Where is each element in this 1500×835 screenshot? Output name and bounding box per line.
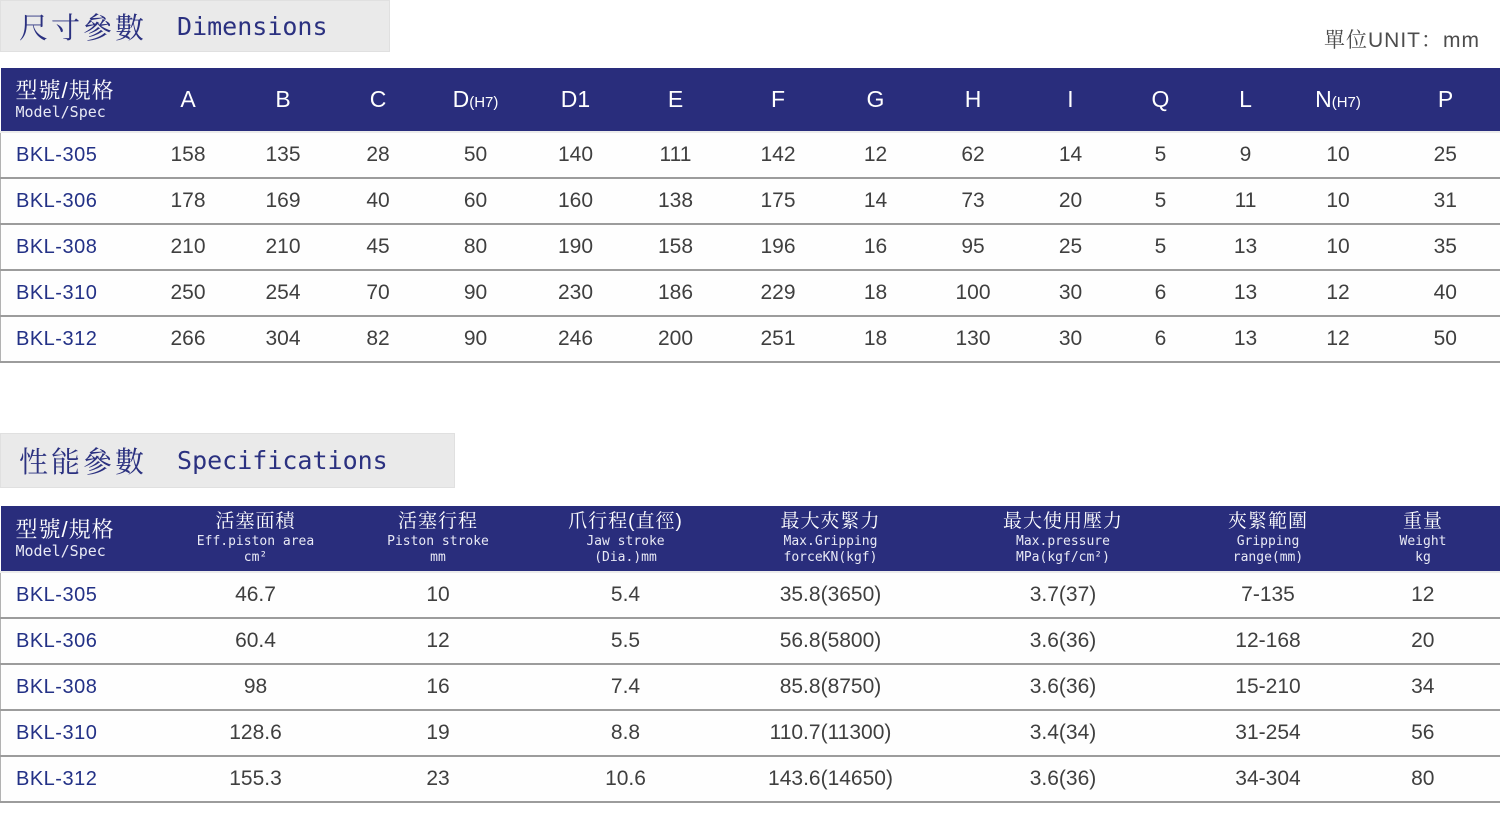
table-row — [1, 618, 1500, 664]
spec-cell: 3.6(36) — [936, 664, 1191, 710]
spec-cell: 23 — [351, 756, 526, 802]
dim-cell: 90 — [426, 270, 526, 316]
dim-cell: 138 — [626, 178, 726, 224]
dim-cell: 200 — [626, 316, 726, 362]
dim-cell: 160 — [526, 178, 626, 224]
dim-cell: 6 — [1116, 270, 1206, 316]
dim-cell: 10 — [1286, 224, 1391, 270]
col-header-d-h7: D(H7) — [426, 68, 526, 132]
col-header-q: Q — [1116, 68, 1206, 132]
model-cell: BKL-310 — [1, 710, 161, 756]
spec-cell: 34 — [1346, 664, 1500, 710]
spec-cell: 10.6 — [526, 756, 726, 802]
dim-cell: 230 — [526, 270, 626, 316]
dim-cell: 45 — [331, 224, 426, 270]
dim-cell: 254 — [236, 270, 331, 316]
dimensions-section-title — [0, 0, 390, 52]
dim-cell: 9 — [1206, 132, 1286, 178]
specifications-table — [0, 506, 1500, 803]
col-header-gripping-range: 夾緊範圍 Gripping range(mm) — [1191, 506, 1346, 572]
col-header-f: F — [726, 68, 831, 132]
dim-cell: 20 — [1026, 178, 1116, 224]
dim-cell: 40 — [1391, 270, 1500, 316]
col-header-a: A — [141, 68, 236, 132]
dim-cell: 80 — [426, 224, 526, 270]
dim-cell: 50 — [1391, 316, 1500, 362]
model-cell: BKL-308 — [1, 664, 161, 710]
spec-cell: 80 — [1346, 756, 1500, 802]
dim-cell: 31 — [1391, 178, 1500, 224]
col-header-piston-area: 活塞面積 Eff.piston area cm² — [161, 506, 351, 572]
col-header-l: L — [1206, 68, 1286, 132]
dim-cell: 158 — [141, 132, 236, 178]
dim-cell: 73 — [921, 178, 1026, 224]
spec-cell: 15-210 — [1191, 664, 1346, 710]
dim-cell: 12 — [831, 132, 921, 178]
model-spec-header-en: Model/Spec — [15, 542, 106, 561]
model-spec-header — [1, 68, 141, 132]
table-row — [1, 664, 1500, 710]
dim-cell: 12 — [1286, 316, 1391, 362]
dim-cell: 16 — [831, 224, 921, 270]
spec-cell: 7.4 — [526, 664, 726, 710]
col-header-n-h7: N(H7) — [1286, 68, 1391, 132]
model-cell: BKL-306 — [1, 178, 141, 224]
spec-cell: 12 — [1346, 572, 1500, 618]
spec-cell: 3.6(36) — [936, 618, 1191, 664]
dim-cell: 11 — [1206, 178, 1286, 224]
spec-cell: 60.4 — [161, 618, 351, 664]
table-row — [1, 224, 1500, 270]
dim-cell: 13 — [1206, 270, 1286, 316]
dim-cell: 25 — [1026, 224, 1116, 270]
dim-cell: 90 — [426, 316, 526, 362]
col-header-piston-stroke: 活塞行程 Piston stroke mm — [351, 506, 526, 572]
spec-cell: 143.6(14650) — [726, 756, 936, 802]
col-header-gripping-force: 最大夾緊力 Max.Gripping forceKN(kgf) — [726, 506, 936, 572]
model-cell: BKL-310 — [1, 270, 141, 316]
specifications-section-title — [0, 433, 455, 488]
dim-cell: 130 — [921, 316, 1026, 362]
dim-cell: 210 — [141, 224, 236, 270]
dim-cell: 12 — [1286, 270, 1391, 316]
spec-cell: 10 — [351, 572, 526, 618]
dim-cell: 135 — [236, 132, 331, 178]
dim-cell: 140 — [526, 132, 626, 178]
dim-cell: 14 — [831, 178, 921, 224]
dim-cell: 25 — [1391, 132, 1500, 178]
dim-cell: 70 — [331, 270, 426, 316]
model-cell: BKL-312 — [1, 756, 161, 802]
spec-cell: 34-304 — [1191, 756, 1346, 802]
dim-cell: 266 — [141, 316, 236, 362]
col-header-weight: 重量 Weight kg — [1346, 506, 1500, 572]
col-header-jaw-stroke: 爪行程(直徑) Jaw stroke (Dia.)mm — [526, 506, 726, 572]
table-row — [1, 710, 1500, 756]
dimensions-title-en: Dimensions — [177, 11, 328, 41]
dim-cell: 14 — [1026, 132, 1116, 178]
specifications-title-en: Specifications — [177, 446, 388, 475]
dim-cell: 10 — [1286, 132, 1391, 178]
dim-cell: 62 — [921, 132, 1026, 178]
spec-cell: 3.6(36) — [936, 756, 1191, 802]
dim-cell: 60 — [426, 178, 526, 224]
dim-cell: 158 — [626, 224, 726, 270]
unit-label: 單位UNIT：mm — [1324, 29, 1480, 52]
dim-cell: 190 — [526, 224, 626, 270]
col-header-h: H — [921, 68, 1026, 132]
col-header-p: P — [1391, 68, 1500, 132]
model-cell: BKL-308 — [1, 224, 141, 270]
spec-cell: 128.6 — [161, 710, 351, 756]
table-row — [1, 178, 1500, 224]
spec-cell: 85.8(8750) — [726, 664, 936, 710]
dim-cell: 196 — [726, 224, 831, 270]
spec-cell: 8.8 — [526, 710, 726, 756]
spec-cell: 35.8(3650) — [726, 572, 936, 618]
table-row — [1, 572, 1500, 618]
col-header-e: E — [626, 68, 726, 132]
dim-cell: 304 — [236, 316, 331, 362]
spec-cell: 3.7(37) — [936, 572, 1191, 618]
spec-cell: 16 — [351, 664, 526, 710]
dim-cell: 251 — [726, 316, 831, 362]
model-spec-header-zh: 型號/規格 — [15, 77, 115, 103]
dim-cell: 169 — [236, 178, 331, 224]
dim-cell: 175 — [726, 178, 831, 224]
col-header-d1: D1 — [526, 68, 626, 132]
spec-cell: 31-254 — [1191, 710, 1346, 756]
dim-cell: 28 — [331, 132, 426, 178]
dim-cell: 95 — [921, 224, 1026, 270]
spec-cell: 46.7 — [161, 572, 351, 618]
dim-cell: 5 — [1116, 132, 1206, 178]
specifications-title-zh: 性能參數 — [19, 447, 148, 479]
model-cell: BKL-306 — [1, 618, 161, 664]
table-row — [1, 132, 1500, 178]
dim-cell: 210 — [236, 224, 331, 270]
model-cell: BKL-312 — [1, 316, 141, 362]
model-cell: BKL-305 — [1, 572, 161, 618]
dim-cell: 50 — [426, 132, 526, 178]
dim-cell: 13 — [1206, 224, 1286, 270]
dim-cell: 111 — [626, 132, 726, 178]
spec-cell: 155.3 — [161, 756, 351, 802]
dim-cell: 6 — [1116, 316, 1206, 362]
dim-cell: 13 — [1206, 316, 1286, 362]
spec-cell: 3.4(34) — [936, 710, 1191, 756]
spec-cell: 5.5 — [526, 618, 726, 664]
spec-cell: 110.7(11300) — [726, 710, 936, 756]
col-header-b: B — [236, 68, 331, 132]
spec-cell: 20 — [1346, 618, 1500, 664]
dim-cell: 178 — [141, 178, 236, 224]
dim-cell: 10 — [1286, 178, 1391, 224]
dim-cell: 40 — [331, 178, 426, 224]
model-cell: BKL-305 — [1, 132, 141, 178]
spec-cell: 12-168 — [1191, 618, 1346, 664]
model-spec-header-en: Model/Spec — [15, 103, 106, 122]
spec-cell: 7-135 — [1191, 572, 1346, 618]
spec-cell: 5.4 — [526, 572, 726, 618]
dimensions-table — [0, 68, 1500, 363]
specifications-header-row — [1, 506, 1500, 572]
table-row — [1, 270, 1500, 316]
dim-cell: 250 — [141, 270, 236, 316]
spec-cell: 98 — [161, 664, 351, 710]
dim-cell: 229 — [726, 270, 831, 316]
col-header-max-pressure: 最大使用壓力 Max.pressure MPa(kgf/cm²) — [936, 506, 1191, 572]
model-spec-header-zh: 型號/規格 — [15, 516, 115, 542]
dim-cell: 30 — [1026, 270, 1116, 316]
dim-cell: 82 — [331, 316, 426, 362]
dim-cell: 30 — [1026, 316, 1116, 362]
dim-cell: 5 — [1116, 224, 1206, 270]
dimensions-header-row — [1, 68, 1500, 132]
dim-cell: 186 — [626, 270, 726, 316]
table-row — [1, 316, 1500, 362]
table-row — [1, 756, 1500, 802]
col-header-i: I — [1026, 68, 1116, 132]
dimensions-title-zh: 尺寸參數 — [19, 12, 148, 45]
spec-cell: 19 — [351, 710, 526, 756]
col-header-g: G — [831, 68, 921, 132]
dim-cell: 5 — [1116, 178, 1206, 224]
spec-cell: 12 — [351, 618, 526, 664]
dim-cell: 246 — [526, 316, 626, 362]
dim-cell: 18 — [831, 316, 921, 362]
spec-cell: 56.8(5800) — [726, 618, 936, 664]
model-spec-header — [1, 506, 161, 572]
dim-cell: 35 — [1391, 224, 1500, 270]
dim-cell: 18 — [831, 270, 921, 316]
dim-cell: 100 — [921, 270, 1026, 316]
spec-cell: 56 — [1346, 710, 1500, 756]
col-header-c: C — [331, 68, 426, 132]
dim-cell: 142 — [726, 132, 831, 178]
